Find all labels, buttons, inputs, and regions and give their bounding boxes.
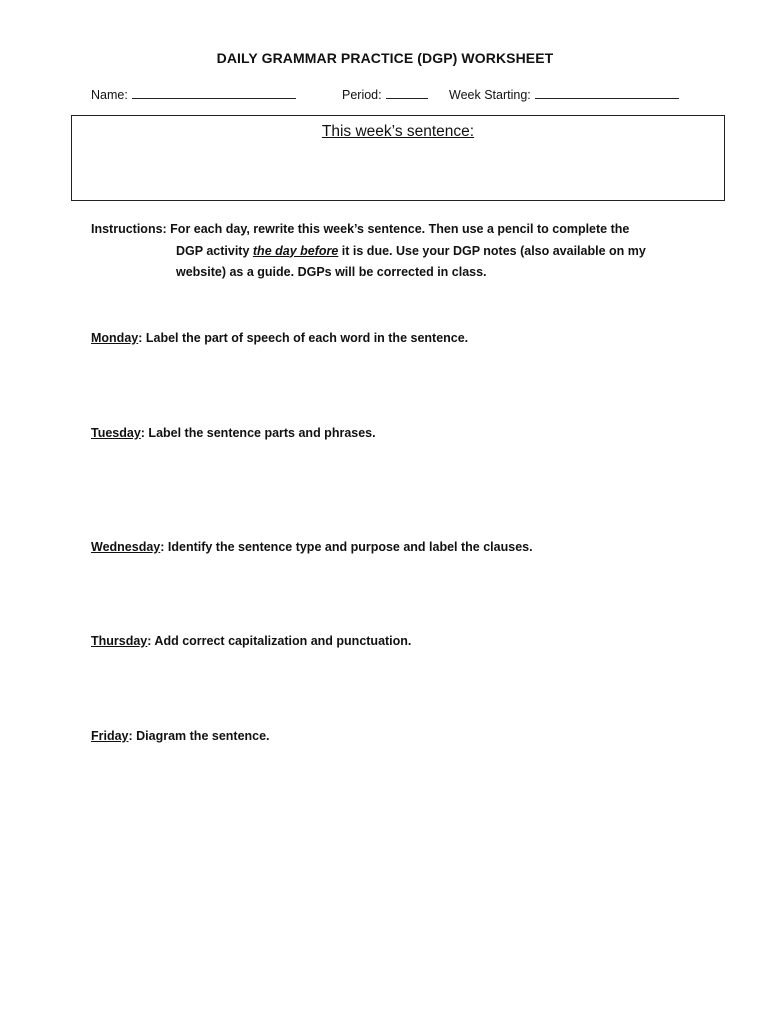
- instructions-emphasis: the day before: [252, 243, 339, 258]
- period-blank-line[interactable]: [386, 86, 428, 99]
- week-starting-field[interactable]: [449, 86, 679, 102]
- friday-task-text: : Diagram the sentence.: [128, 729, 270, 743]
- period-field[interactable]: [342, 86, 428, 102]
- instructions-line-2-end: it is due. Use your DGP notes (also available on my: [338, 243, 646, 258]
- instructions-line-1: Instructions: For each day, rewrite this week’s sentence. Then use a pencil to complete the: [91, 222, 630, 236]
- name-field[interactable]: [91, 86, 296, 102]
- name-label: Name:: [91, 88, 128, 102]
- worksheet-title: DAILY GRAMMAR PRACTICE (DGP) WORKSHEET: [216, 50, 554, 66]
- monday-label: Monday: [91, 331, 139, 345]
- wednesday-task: [91, 540, 533, 554]
- instructions-line-3: website) as a guide. DGPs will be corrected in class.: [176, 265, 487, 279]
- tuesday-task: [91, 426, 376, 440]
- instructions-line-2: [91, 241, 691, 263]
- sentence-box[interactable]: [71, 115, 725, 201]
- instructions-line-2-start: DGP activity: [176, 243, 253, 258]
- wednesday-label: Wednesday: [91, 540, 161, 554]
- monday-task-text: : Label the part of speech of each word in the sentence.: [138, 331, 469, 345]
- friday-task: [91, 729, 270, 743]
- period-label: Period:: [342, 88, 382, 102]
- name-blank-line[interactable]: [132, 86, 296, 99]
- thursday-label: Thursday: [91, 634, 148, 648]
- week-starting-blank-line[interactable]: [535, 86, 679, 99]
- week-starting-label: Week Starting:: [449, 88, 531, 102]
- friday-label: Friday: [91, 729, 129, 743]
- thursday-task: [91, 634, 411, 648]
- tuesday-task-text: : Label the sentence parts and phrases.: [140, 426, 376, 440]
- monday-task: [91, 331, 468, 345]
- sentence-heading: This week’s sentence:: [321, 123, 475, 140]
- thursday-task-text: : Add correct capitalization and punctuation.: [147, 634, 412, 648]
- wednesday-task-text: : Identify the sentence type and purpose and label the clauses.: [160, 540, 533, 554]
- instructions: [91, 219, 691, 284]
- tuesday-label: Tuesday: [91, 426, 141, 440]
